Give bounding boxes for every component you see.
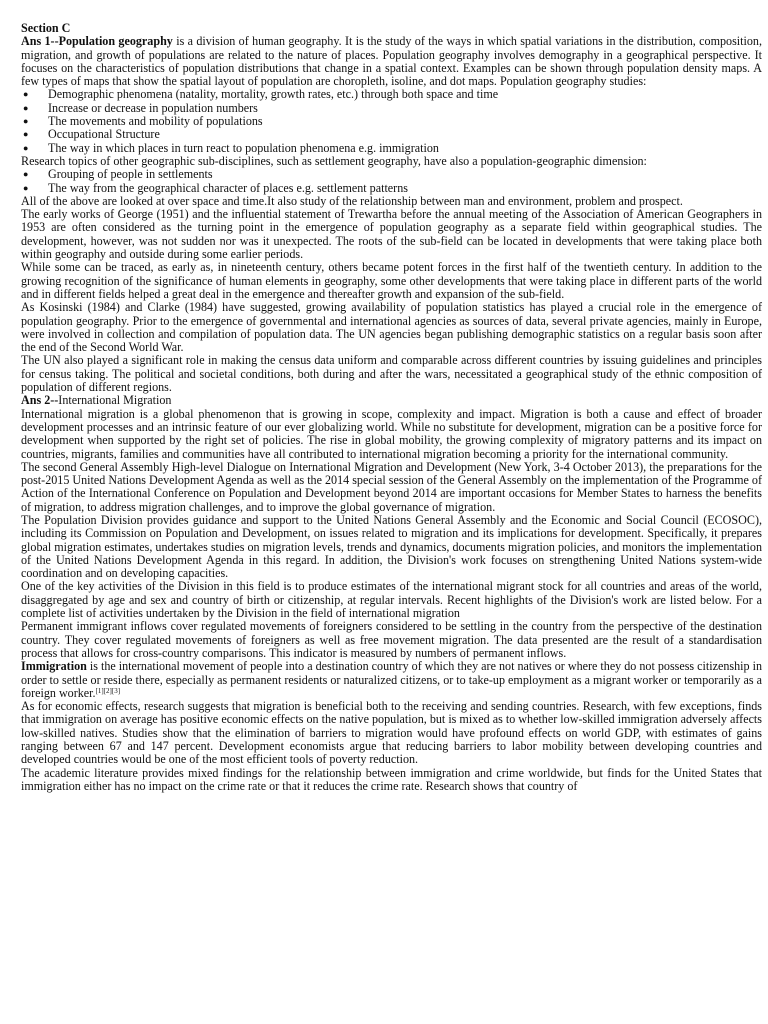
list-item: ● Grouping of people in settlements (21, 168, 762, 181)
section-title: Section C (21, 21, 71, 35)
list-item: ● The way in which places in turn react to population phenomena e.g. immigration (21, 142, 762, 155)
paragraph: International migration is a global phenomenon that is growing in scope, complexity and impact. Migration is both a cause and effect of broader development processes and an intrinsic feature of our ever globalizing world. While no substitute for development, migration can be a positive force for development when supported by the right set of policies. The rise in global mobility, the growing complexity of migratory patterns and its impact on countries, migrants, families and communities have all contributed to international migration becoming a priority for the international community. (21, 406, 762, 461)
studies-list (21, 88, 762, 154)
ans2-heading-text: International Migration (58, 393, 172, 408)
subdisciplines-intro: Research topics of other geographic sub-disciplines, such as settlement geography, have also a population-geographic dimension: (21, 153, 647, 168)
ans1-term: Population geography (58, 34, 173, 49)
ans2-heading (21, 394, 762, 407)
ans1-intro (21, 35, 762, 88)
reference-markers[interactable]: [1][2][3] (95, 686, 121, 695)
paragraph: As for economic effects, research suggests that migration is beneficial both to the receiving and sending countries. Research, with few exceptions, finds that immigration on average has positive economic effects on the native population, but is mixed as to whether low-skilled immigration adversely affects low-skilled natives. Studies show that the elimination of barriers to migration would have profound effects on world GDP, with estimates of gains ranging between 67 and 147 percent. Development economists argue that reducing barriers to labor mobility between developing countries and developed countries would be one of the most efficient tools of poverty reduction. (21, 699, 762, 767)
paragraph: One of the key activities of the Division in this field is to produce estimates of the international migrant stock for all countries and areas of the world, disaggregated by age and sex and country of birth or citizenship, at regular intervals. Recent highlights of the Division's work are listed below. For a complete list of activities undertaken by the Division in the field of international migration (21, 579, 762, 621)
immigration-paragraph (21, 660, 762, 700)
paragraph: As Kosinski (1984) and Clarke (1984) have suggested, growing availability of population statistics has played a crucial role in the emergence of population geography. Prior to the emergence of governmental and international agencies as sources of data, several private agencies, mainly in Europe, were involved in collection and compilation of population data. The UN agencies began publishing demographic statistics on a regular basis soon after the end of the Second World War. (21, 300, 762, 355)
list-item: ● Demographic phenomena (natality, mortality, growth rates, etc.) through both space and time (21, 88, 762, 101)
paragraph: The early works of George (1951) and the influential statement of Trewartha before the annual meeting of the Association of American Geographers in 1953 are often considered as the turning point in the emergence of population geography as a separate field within geographical studies. The development, however, was not sudden nor was it unexpected. The roots of the sub-field can be located in developments that were taking place both within geography and outside during some earlier periods. (21, 207, 762, 262)
paragraph: While some can be traced, as early as, in nineteenth century, others became potent forces in the first half of the twentieth century. In addition to the growing recognition of the significance of human elements in geography, some other developments that were taking place in different parts of the world and in different fields helped a great deal in the emergence and thereafter growth and expansion of the sub-field. (21, 260, 762, 301)
immigration-term: Immigration (21, 659, 87, 674)
list-item: ● Increase or decrease in population numbers (21, 102, 762, 115)
list-item: ● The way from the geographical character of places e.g. settlement patterns (21, 182, 762, 195)
list-item: ● The movements and mobility of populations (21, 115, 762, 128)
ans1-intro-text: is a division of human geography. It is the study of the ways in which spatial variations in the distribution, composition, migration, and growth of populations are related to the nature of places. Population geography involves demography in a geographical perspective. It focuses on the characteristics of population distributions that change in a spatial context. Examples can be shown through population density maps. A few types of maps that show the spatial layout of population are choropleth, isoline, and dot maps. Population geography studies: (21, 34, 763, 89)
ans1-label: Ans 1-- (21, 34, 59, 49)
ans2-label: Ans 2-- (21, 393, 59, 408)
paragraph: The UN also played a significant role in making the census data uniform and comparable across different countries by issuing guidelines and principles for census taking. The political and societal conditions, both during and after the wars, necessitated a geographical study of the ethnic composition of population of different regions. (21, 353, 762, 395)
paragraph: The second General Assembly High-level Dialogue on International Migration and Development (New York, 3-4 October 2013), the preparations for the post-2015 United Nations Development Agenda as well as the 2014 special session of the General Assembly on the implementation of the Programme of Action of the International Conference on Population and Development beyond 2014 are important occasions for Member States to harness the benefits of migration, to address migration challenges, and to improve the global governance of migration. (21, 459, 762, 514)
paragraph: Permanent immigrant inflows cover regulated movements of foreigners considered to be settling in the country from the perspective of the destination country. They cover regulated movements of foreigners as well as free movement migration. The data presented are the result of a standardisation process that allows for cross-country comparisons. This indicator is measured by numbers of permanent inflows. (21, 619, 762, 660)
immigration-text: is the international movement of people into a destination country of which they are not natives or where they do not possess citizenship in order to settle or reside there, especially as permanent residents or naturalized citizens, or to take-up employment as a migrant worker or temporarily as a foreign worker. (21, 659, 762, 700)
list-item: ● Occupational Structure (21, 128, 762, 141)
paragraph: The Population Division provides guidance and support to the United Nations General Assembly and the Economic and Social Council (ECOSOC), including its Commission on Population and Development, on issues related to migration and its implications for development. Specifically, it prepares global migration estimates, undertakes studies on migration levels, trends and dynamics, documents migration policies, and monitors the implementation of the United Nations Development Agenda in this regard. In addition, the Division's work focuses on strengthening United Nations system-wide coordination and on developing capacities. (21, 512, 762, 581)
subdisciplines-list (21, 168, 762, 195)
paragraph: All of the above are looked at over space and time.It also study of the relationship between man and environment, problem and prospect. (21, 193, 683, 208)
paragraph: The academic literature provides mixed findings for the relationship between immigration and crime worldwide, but finds for the United States that immigration either has no impact on the crime rate or that it reduces the crime rate. Research shows that country of (21, 765, 762, 793)
